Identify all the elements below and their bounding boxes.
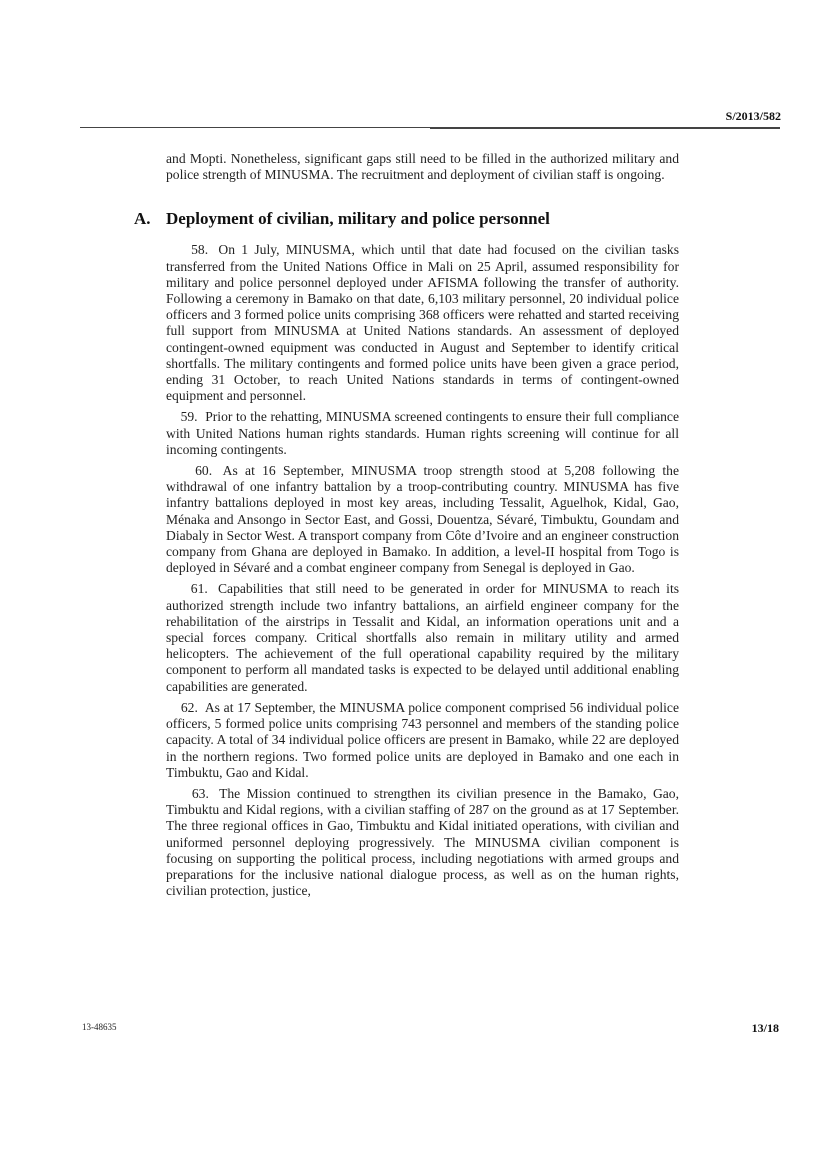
section-heading	[134, 209, 679, 229]
section-letter: A.	[134, 209, 151, 229]
paragraph-number: 62.	[180, 699, 198, 715]
paragraph-number: 59.	[180, 409, 198, 425]
paragraph-number: 61.	[190, 581, 208, 597]
paragraph-number: 58.	[191, 242, 209, 258]
paragraph-text: The Mission continued to strengthen its civilian presence in the Bamako, Gao, Timbuktu and Kidal regions, with a civilian staffing of 287 on the ground as at 17 September. The three regional offices in Gao, Timbuktu and Kidal initiated operations, with civilian and uniformed personnel deploying progressively. The MINUSMA civilian component is focusing on supporting the political process, including negotiations with armed groups and preparations for the inclusive national dialogue process, as well as on the human rights, civilian protection, justice,	[166, 785, 680, 899]
paragraph-text: Prior to the rehatting, MINUSMA screened contingents to ensure their full compliance with United Nations human rights standards. Human rights screening will continue for all incoming contingents.	[166, 409, 679, 457]
lead-paragraph: and Mopti. Nonetheless, significant gaps still need to be filled in the authorized military and police strength of MINUSMA. The recruitment and deployment of civilian staff is ongoing.	[166, 151, 679, 183]
paragraph-number: 60.	[195, 463, 213, 479]
paragraph-63	[166, 786, 679, 899]
paragraph-number: 63.	[191, 785, 209, 801]
paragraph-text: On 1 July, MINUSMA, which until that date had focused on the civilian tasks transferred from the United Nations Office in Mali on 25 April, assumed responsibility for military and police personnel deployed under AFISMA following the transfer of authority. Following a ceremony in Bamako on that date, 6,103 military personnel, 20 individual police officers and 3 formed police units comprising 368 officers were rehatted and started receiving full support from MINUSMA at United Nations standards. An assessment of deployed contingent-owned equipment was conducted in August and September to identify critical shortfalls. The military contingents and formed police units have been given a grace period, ending 31 October, to reach United Nations standards in terms of contingent-owned equipment and personnel.	[166, 242, 679, 404]
paragraph-text: As at 16 September, MINUSMA troop strength stood at 5,208 following the withdrawal of one infantry battalion by a troop-contributing country. MINUSMA has five infantry battalions deployed in most key areas, including Tessalit, Aguelhok, Kidal, Gao, Ménaka and Ansongo in Sector East, and Gossi, Douentza, Sévaré, Timbuktu, Goundam and Diabaly in Sector West. A transport company from Côte d’Ivoire and an engineer construction company from Ghana are deployed in Bamako. In addition, a level-II hospital from Togo is deployed in Sévaré and a combat engineer company from Senegal is deployed in Gao.	[166, 463, 679, 576]
paragraph-61	[166, 581, 679, 694]
paragraph-58	[166, 242, 679, 404]
paragraph-60	[166, 463, 679, 576]
paragraph-59	[166, 409, 679, 458]
job-number: 13-48635	[82, 1022, 117, 1032]
paragraph-text: As at 17 September, the MINUSMA police component comprised 56 individual police officers, 5 formed police units comprising 743 personnel and members of the standing police capacity. A total of 34 individual police officers are present in Bamako, while 22 are deployed in the northern regions. Two formed police units are deployed in Bamako and one each in Timbuktu, Gao and Kidal.	[166, 699, 679, 780]
page-number: 13/18	[751, 1021, 779, 1035]
header-rule-thick	[430, 128, 780, 129]
paragraph-text: Capabilities that still need to be generated in order for MINUSMA to reach its authorized strength include two infantry battalions, an airfield engineer company for the rehabilitation of the airstrips in Tessalit and Kidal, an information operations unit and a special forces company. Critical shortfalls also remain in military utility and armed helicopters. The achievement of the full operational capability required by the military component to perform all mandated tasks is expected to be delayed until additional enabling capabilities are generated.	[166, 581, 680, 694]
section-title: Deployment of civilian, military and police personnel	[166, 209, 550, 229]
body-text	[134, 151, 680, 904]
paragraph-62	[166, 700, 679, 781]
document-symbol: S/2013/582	[725, 109, 781, 123]
